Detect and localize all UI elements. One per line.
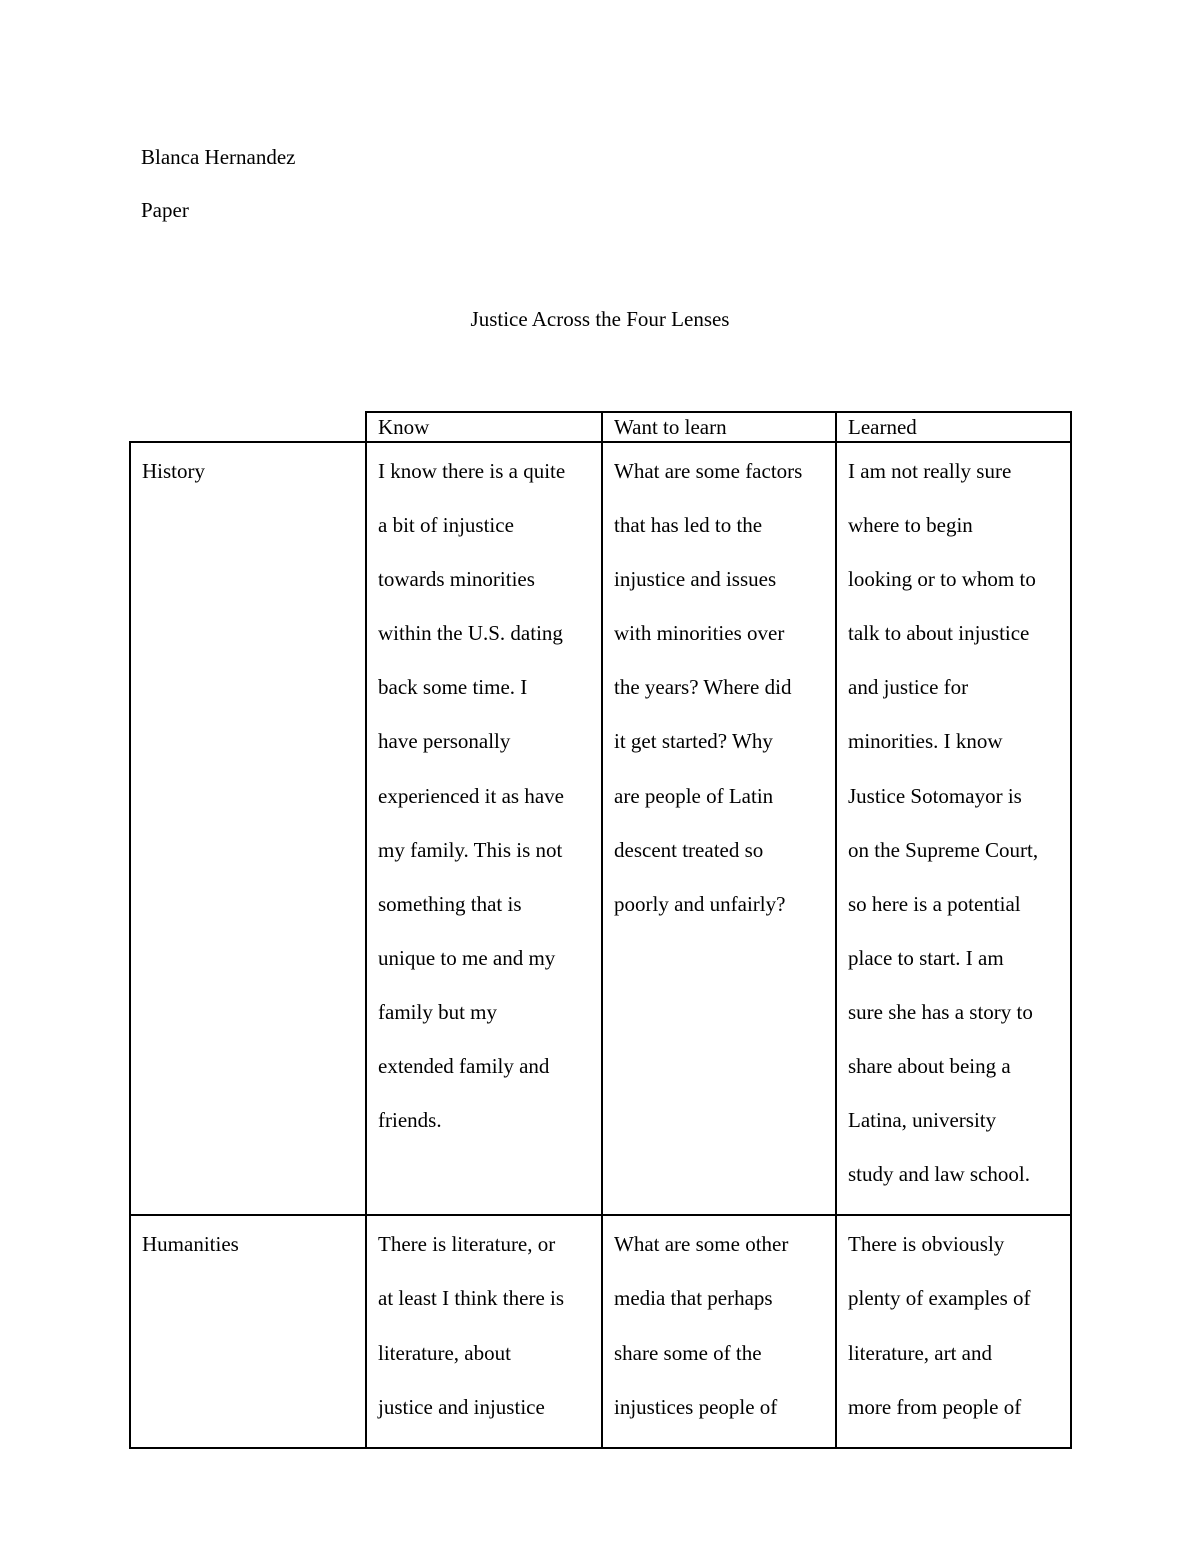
cell-text-line: What are some factors bbox=[614, 459, 803, 483]
cell-text-line: at least I think there is bbox=[378, 1286, 565, 1311]
cell-text-line: looking or to whom to bbox=[848, 567, 1036, 592]
cell-text-line: justice and injustice bbox=[378, 1394, 545, 1419]
cell-text-line: something that is bbox=[378, 891, 522, 916]
cell-text-line: What are some other bbox=[614, 1232, 789, 1257]
cell-text-line: and justice for bbox=[848, 675, 969, 700]
cell-text-line: more from people of bbox=[848, 1394, 1022, 1419]
cell-text-line: talk to about injustice bbox=[848, 621, 1030, 646]
cell-text-line: There is literature, or bbox=[378, 1232, 556, 1257]
want-cell bbox=[602, 442, 836, 1215]
cell-text-line: literature, art and bbox=[848, 1340, 993, 1365]
cell-text-line: my family. This is not bbox=[378, 837, 563, 862]
row-label: History bbox=[142, 459, 205, 483]
row-label: Humanities bbox=[142, 1232, 239, 1257]
cell-text-line: share some of the bbox=[614, 1340, 762, 1365]
cell-text-line: are people of Latin bbox=[614, 783, 774, 808]
author-name: Blanca Hernandez bbox=[141, 145, 296, 169]
cell-text-line: where to begin bbox=[848, 513, 973, 538]
cell-text-line: with minorities over bbox=[614, 621, 785, 646]
document-title: Justice Across the Four Lenses bbox=[470, 307, 730, 331]
know-cell bbox=[366, 1215, 602, 1447]
cell-text-line: friends. bbox=[378, 1108, 442, 1133]
cell-text-line: family but my bbox=[378, 999, 497, 1024]
cell-text-line: sure she has a story to bbox=[848, 999, 1033, 1024]
column-header-learned: Learned bbox=[836, 412, 1071, 442]
cell-text-line: share about being a bbox=[848, 1054, 1011, 1079]
cell-text-line: the years? Where did bbox=[614, 675, 792, 700]
cell-text-line: within the U.S. dating bbox=[378, 621, 563, 646]
header-blank-cell bbox=[130, 412, 366, 442]
cell-text-line: I am not really sure bbox=[848, 459, 1012, 483]
cell-text-line: experienced it as have bbox=[378, 783, 564, 808]
cell-text-line: poorly and unfairly? bbox=[614, 891, 786, 916]
know-cell bbox=[366, 442, 602, 1215]
cell-text-line: injustice and issues bbox=[614, 567, 777, 592]
cell-text-line: unique to me and my bbox=[378, 945, 556, 970]
column-header-know: Know bbox=[366, 412, 602, 442]
cell-text-line: place to start. I am bbox=[848, 945, 1004, 970]
cell-text-line: have personally bbox=[378, 729, 511, 754]
cell-text-line: that has led to the bbox=[614, 513, 763, 538]
learned-cell bbox=[836, 1215, 1071, 1447]
cell-text-line: minorities. I know bbox=[848, 729, 1003, 754]
cell-text-line: injustices people of bbox=[614, 1394, 778, 1419]
table-header-row bbox=[130, 412, 1071, 442]
cell-text-line: a bit of injustice bbox=[378, 513, 514, 538]
row-label-cell bbox=[130, 1215, 366, 1447]
table-row bbox=[130, 1215, 1071, 1447]
cell-text-line: There is obviously bbox=[848, 1232, 1005, 1257]
cell-text-line: it get started? Why bbox=[614, 729, 773, 754]
table-row bbox=[130, 442, 1071, 1215]
document-label: Paper bbox=[141, 198, 189, 222]
cell-text-line: plenty of examples of bbox=[848, 1286, 1031, 1311]
cell-text-line: on the Supreme Court, bbox=[848, 837, 1039, 862]
row-label-cell bbox=[130, 442, 366, 1215]
cell-text-line: literature, about bbox=[378, 1340, 511, 1365]
cell-text-line: Latina, university bbox=[848, 1108, 997, 1133]
cell-text-line: Justice Sotomayor is bbox=[848, 783, 1022, 808]
cell-text-line: towards minorities bbox=[378, 567, 535, 592]
cell-text-line: extended family and bbox=[378, 1054, 550, 1079]
column-header-want-to-learn: Want to learn bbox=[602, 412, 836, 442]
cell-text-line: back some time. I bbox=[378, 675, 528, 700]
cell-text-line: I know there is a quite bbox=[378, 459, 566, 483]
cell-text-line: media that perhaps bbox=[614, 1286, 773, 1311]
learned-cell bbox=[836, 442, 1071, 1215]
want-cell bbox=[602, 1215, 836, 1447]
cell-text-line: descent treated so bbox=[614, 837, 764, 862]
cell-text-line: so here is a potential bbox=[848, 891, 1021, 916]
kwl-table bbox=[129, 411, 1072, 1449]
cell-text-line: study and law school. bbox=[848, 1162, 1030, 1187]
